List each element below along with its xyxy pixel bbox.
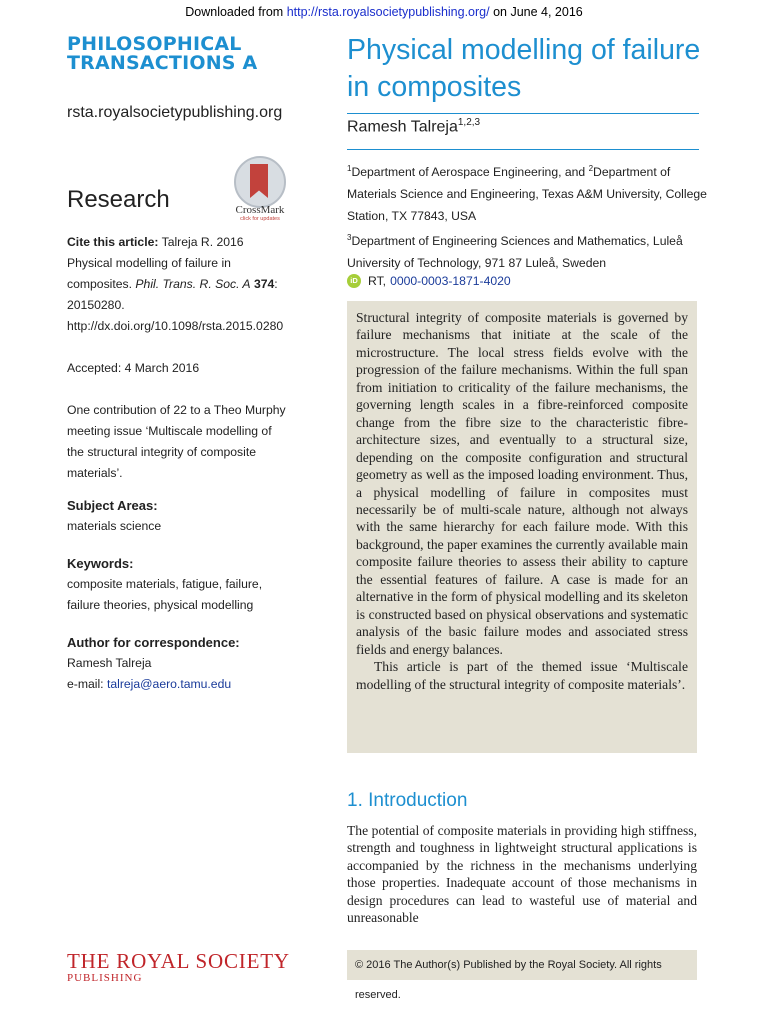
introduction-text [347,822,697,926]
introduction-paragraph: The potential of composite materials in providing high stiffness, strength and toughness in lightweight structural applications is accompanied by the richness in the mechanisms underlying those properties. Inadequate account of those mechanisms in design procedures can lead to wasteful use of material and unreasonable [347,823,697,926]
publisher-name: THE ROYAL SOCIETY [67,949,290,973]
doi-link[interactable]: http://dx.doi.org/10.1098/rsta.2015.0280 [67,319,284,333]
section-heading-introduction: 1. Introduction [347,790,468,811]
crossmark-badge[interactable] [228,156,292,228]
copyright-box [347,950,697,1001]
affiliation-1-mark: 1 [347,164,352,173]
abstract-box [347,301,697,753]
journal-name-line1: PHILOSOPHICAL [67,33,242,55]
correspondence-name: Ramesh Talreja [67,656,152,670]
journal-url: rsta.royalsocietypublishing.org [67,104,283,121]
crossmark-sublabel: click for updates [240,216,280,222]
download-banner-prefix: Downloaded from [185,5,287,19]
abstract-paragraph-1: Structural integrity of composite materials is governed by failure mechanisms that initiate at the scale of the microstructure. The local stress fields evolve with the progression of the failure mechanisms. Within the full span from initiation to criticality of the failure mechanisms, the governing length scales in a fibre-reinforced composite change from the fibre size to the characteristic fibre-architecture sizes, and eventually to a structural size, depending on the composite configuration and structural geometry as well as the imposed loading environment. Thus, a physical modelling of failure in composites must necessarily be of multi-scale nature, although not always with the same hierarchy for each failure mode. With this background, the paper examines the currently available main composite failure theories to assess their ability to capture the essential features of failure. A case is made for an alternative in the form of physical modelling and its skeleton is constructed based on physical observations and systematic analysis of the basic failure modes and associated stress fields and energy balances. [356,310,688,657]
abstract-paragraph-2: This article is part of the themed issue ‘Multiscale modelling of the structural integrity of composite materials’. [356,659,688,692]
keywords-heading: Keywords: [67,556,134,571]
cite-volume: 374 [250,277,275,291]
cite-label: Cite this article: [67,235,159,249]
journal-name-line2: TRANSACTIONS A [67,52,258,74]
affiliation-2-mark: 2 [588,164,594,173]
correspondence-email-line [67,674,287,695]
keywords-line-2: failure theories, physical modelling [67,598,254,612]
cite-text-2: : 20150280. [67,277,278,312]
orcid-line [347,274,511,288]
affiliation-3: Department of Engineering Sciences and Mathematics, Luleå University of Technology, 971 87 Luleå, Sweden [347,234,683,271]
download-banner [0,5,768,19]
journal-logo [67,35,257,73]
subject-areas-heading: Subject Areas: [67,498,158,513]
crossmark-label: CrossMark [235,204,285,216]
article-sidebar [67,232,287,695]
download-banner-suffix: on June 4, 2016 [489,5,583,19]
accepted-date: Accepted: 4 March 2016 [67,361,200,375]
author-affiliation-marks: 1,2,3 [457,117,481,128]
affiliations [347,158,707,275]
affiliation-3-mark: 3 [347,233,352,243]
section-type-heading: Research [67,186,170,213]
download-banner-link[interactable]: http://rsta.royalsocietypublishing.org/ [286,5,490,19]
affiliation-2: Department of Materials Science and Engineering, Texas A&M University, College Station, TX 77843, USA [347,165,707,223]
article-title: Physical modelling of failure in composites [347,34,701,103]
article-author [347,117,480,136]
publisher-logo [67,950,290,984]
author-name: Ramesh Talreja [347,118,458,136]
cite-journal: Phil. Trans. R. Soc. A [135,277,251,291]
author-rule-top [347,113,699,114]
orcid-link[interactable]: 0000-0003-1871-4020 [390,274,511,288]
email-link[interactable]: talreja@aero.tamu.edu [106,677,232,691]
copyright-text: 2016 The Author(s) Published by the Royal Society. All rights reserved. [355,959,662,1001]
citation-block [67,232,287,337]
author-rule-bottom [347,149,699,150]
subject-areas-value: materials science [67,519,162,533]
publisher-subname: PUBLISHING [67,972,143,984]
affiliation-1: Department of Aerospace Engineering, and [351,165,589,180]
orcid-icon: iD [347,274,361,288]
correspondence-heading: Author for correspondence: [67,635,240,650]
cite-text-1: Talreja R. 2016 Physical modelling of failure in composites. [67,235,244,291]
contribution-note: One contribution of 22 to a Theo Murphy meeting issue ‘Multiscale modelling of the structural integrity of composite materials’. [67,403,286,480]
orcid-initials: RT, [368,274,387,288]
copyright-icon: © [355,959,364,971]
email-label: e-mail: [67,677,107,691]
keywords-line-1: composite materials, fatigue, failure, [67,577,263,591]
